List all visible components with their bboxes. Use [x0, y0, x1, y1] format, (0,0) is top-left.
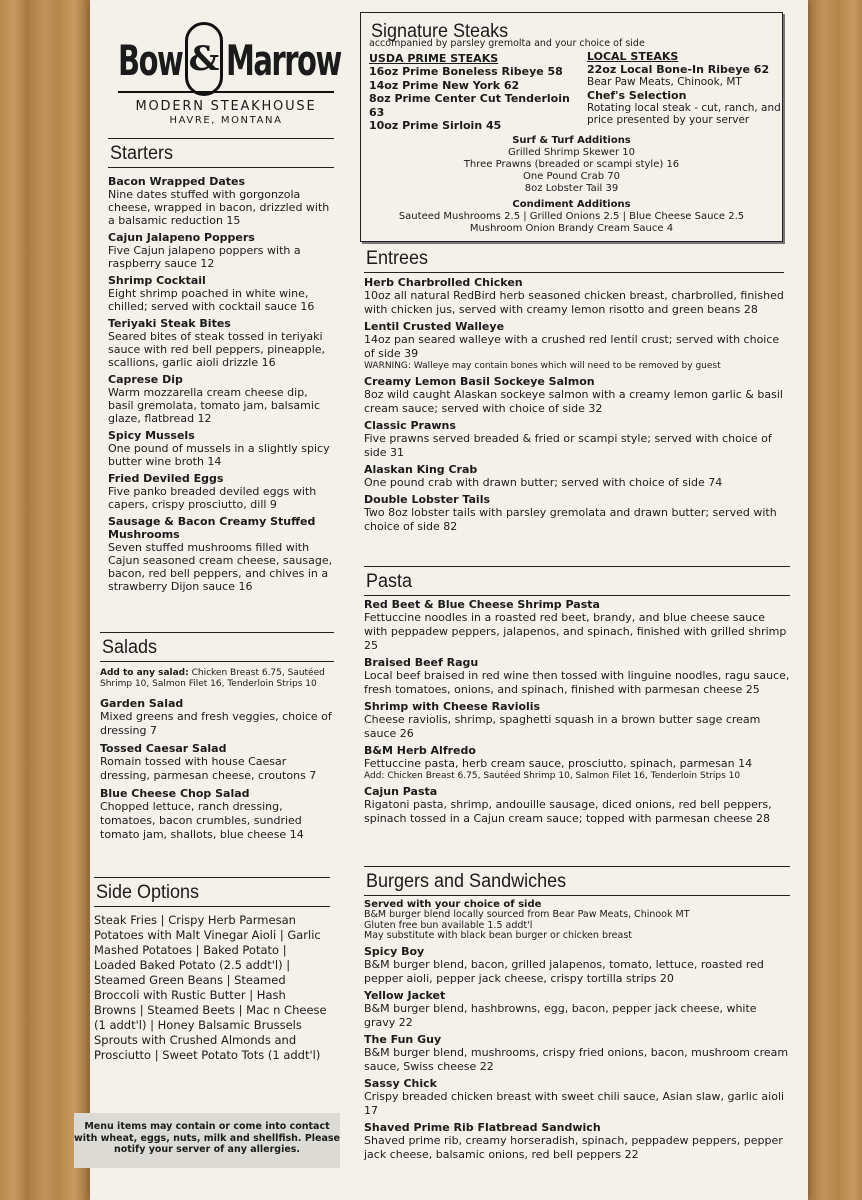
- pasta-title: Pasta: [366, 569, 413, 592]
- menu-item-name: Sassy Chick: [364, 1076, 437, 1090]
- menu-item: [364, 1077, 790, 1118]
- usda-steak-item: 8oz Prime Center Cut Tenderloin 63: [369, 92, 570, 119]
- usda-steaks: [369, 52, 581, 133]
- menu-item: [364, 276, 784, 317]
- salads-add-text: Chicken Breast 6.75, Sautéed Shrimp 10, Salmon Filet 16, Tenderloin Strips 10: [100, 668, 325, 689]
- brand-ampersand: &: [185, 22, 223, 96]
- menu-item: [364, 463, 784, 490]
- surf-item: 8oz Lobster Tail 39: [524, 183, 619, 194]
- condiments: [361, 199, 782, 235]
- menu-item-name: Spicy Mussels: [108, 429, 195, 442]
- menu-item: [364, 419, 784, 460]
- menu-item-desc: Mixed greens and fresh veggies, choice of dressing 7: [100, 710, 332, 737]
- menu-item-desc: Shaved prime rib, creamy horseradish, spinach, peppadew peppers, pepper jack cheese, balsamic onions, red bell peppers 22: [364, 1133, 783, 1161]
- menu-item-name: Shrimp Cocktail: [108, 274, 206, 287]
- menu-item: [364, 375, 784, 416]
- salads-section: [100, 632, 334, 846]
- menu-item-desc: Chopped lettuce, ranch dressing, tomatoes, bacon crumbles, sundried tomato jam, shallots, blue cheese 14: [100, 800, 304, 841]
- menu-item-desc: Five panko breaded deviled eggs with capers, crispy prosciutto, dill 9: [108, 485, 317, 511]
- menu-item-note: WARNING: Walleye may contain bones which will need to be removed by guest: [364, 361, 721, 371]
- menu-item-name: Braised Beef Ragu: [364, 656, 479, 669]
- menu-item-desc: One pound of mussels in a slightly spicy butter wine broth 14: [108, 442, 330, 468]
- burgers-rule-bottom: [364, 895, 790, 896]
- menu-item-name: Herb Charbrolled Chicken: [364, 276, 523, 289]
- menu-item-name: Cajun Pasta: [364, 785, 438, 798]
- chef-desc: Rotating local steak - cut, ranch, and price presented by your server: [587, 102, 781, 126]
- menu-item: [108, 472, 334, 511]
- local-item: 22oz Local Bone-In Ribeye 62: [587, 63, 770, 76]
- menu-item: [364, 598, 790, 653]
- menu-item: [108, 231, 334, 270]
- menu-item-name: Red Beet & Blue Cheese Shrimp Pasta: [364, 598, 600, 611]
- menu-item: [100, 787, 334, 842]
- burgers-section: [364, 866, 790, 1165]
- burgers-intro: [364, 910, 790, 942]
- brand-logo: [118, 22, 341, 102]
- usda-steak-item: 16oz Prime Boneless Ribeye 58: [369, 65, 563, 78]
- starters-title: Starters: [110, 141, 174, 164]
- starters-list: [108, 175, 334, 593]
- menu-item: [364, 785, 790, 826]
- menu-item: [108, 274, 334, 313]
- entrees-title: Entrees: [366, 246, 429, 269]
- menu-item-name: Tossed Caesar Salad: [100, 742, 227, 755]
- menu-item-name: Classic Prawns: [364, 419, 456, 432]
- salads-add-note: [100, 668, 334, 690]
- signature-steaks-box: [360, 12, 783, 242]
- menu-item: [364, 744, 790, 782]
- burgers-list: [364, 945, 790, 1162]
- sides-rule-bottom: [94, 906, 330, 907]
- surf-turf: [361, 135, 782, 195]
- menu-item-name: Double Lobster Tails: [364, 493, 491, 506]
- entrees-list: [364, 276, 784, 534]
- usda-list: [369, 65, 581, 133]
- menu-item-name: Sausage & Bacon Creamy Stuffed Mushrooms: [108, 515, 316, 541]
- menu-item-desc: One pound crab with drawn butter; served with choice of side 74: [364, 476, 723, 489]
- menu-item: [108, 515, 334, 593]
- menu-item: [364, 945, 790, 986]
- burgers-title: Burgers and Sandwiches: [366, 869, 567, 892]
- menu-item-name: B&M Herb Alfredo: [364, 744, 476, 757]
- menu-item-name: Fried Deviled Eggs: [108, 472, 224, 485]
- menu-item-desc: Cheese raviolis, shrimp, spaghetti squash in a brown butter sage cream sauce 26: [364, 713, 761, 740]
- sides-title: Side Options: [96, 880, 200, 903]
- menu-item-name: Spicy Boy: [364, 944, 425, 958]
- salads-add-label: Add to any salad:: [100, 668, 189, 678]
- surf-list: [361, 147, 782, 195]
- menu-item-name: Blue Cheese Chop Salad: [100, 787, 250, 800]
- menu-item-desc: B&M burger blend, bacon, grilled jalapenos, tomato, lettuce, roasted red pepper aioli, pepper jack cheese, crispy tortilla strips 20: [364, 957, 764, 985]
- menu-item: [108, 429, 334, 468]
- local-title: LOCAL STEAKS: [587, 50, 679, 63]
- menu-item-name: The Fun Guy: [364, 1032, 442, 1046]
- menu-item-desc: Romain tossed with house Caesar dressing, parmesan cheese, croutons 7: [100, 755, 317, 782]
- menu-item: [364, 700, 790, 741]
- brand-name-left: Bow: [118, 36, 183, 86]
- menu-item: [364, 493, 784, 534]
- allergy-notice: Menu items may contain or come into contact with wheat, eggs, nuts, milk and shellfish. Please notify your server of any allergies.: [74, 1113, 340, 1168]
- entrees-rule: [364, 272, 784, 273]
- menu-item-desc: 10oz all natural RedBird herb seasoned chicken breast, charbrolled, finished with chicken jus, served with creamy lemon risotto and green beans 28: [364, 289, 784, 316]
- condiment-line1: Sauteed Mushrooms 2.5 | Grilled Onions 2.5 | Blue Cheese Sauce 2.5: [398, 211, 745, 222]
- local-steaks: [587, 50, 782, 126]
- menu-item-name: Yellow Jacket: [364, 988, 446, 1002]
- salads-list: [100, 697, 334, 842]
- menu-item: [108, 175, 334, 227]
- menu-item-name: Creamy Lemon Basil Sockeye Salmon: [364, 375, 595, 388]
- menu-item: [364, 320, 784, 372]
- menu-item-name: Garden Salad: [100, 697, 184, 710]
- starters-section: [108, 138, 334, 597]
- condiment-line2: Mushroom Onion Brandy Cream Sauce 4: [469, 223, 674, 234]
- menu-item-desc: 8oz wild caught Alaskan sockeye salmon with a creamy lemon garlic & basil cream sauce; served with choice of side 32: [364, 388, 783, 415]
- brand-tagline: MODERN STEAKHOUSE: [135, 99, 317, 114]
- surf-title: Surf & Turf Additions: [512, 135, 631, 146]
- menu-item: [108, 373, 334, 425]
- surf-item: Grilled Shrimp Skewer 10: [508, 147, 635, 158]
- usda-title: USDA PRIME STEAKS: [369, 52, 499, 65]
- burgers-intro-bold: Served with your choice of side: [364, 899, 542, 910]
- menu-item: [364, 989, 790, 1030]
- burgers-intro-line: May substitute with black bean burger or chicken breast: [364, 930, 633, 941]
- menu-item: [108, 317, 334, 369]
- logo-rule: [118, 91, 334, 93]
- chef-title: Chef's Selection: [587, 89, 687, 102]
- menu-item-name: Shrimp with Cheese Raviolis: [364, 700, 541, 713]
- menu-item-desc: B&M burger blend, mushrooms, crispy fried onions, bacon, mushroom cream sauce, Swiss cheese 22: [364, 1045, 789, 1073]
- signature-title: Signature Steaks: [371, 19, 509, 42]
- surf-item: One Pound Crab 70: [522, 171, 620, 182]
- signature-subtitle: accompanied by parsley gremolta and your choice of side: [369, 38, 645, 49]
- starters-rule-bottom: [108, 167, 334, 168]
- burgers-intro-line: B&M burger blend locally sourced from Bear Paw Meats, Chinook MT: [364, 909, 690, 920]
- sides-text: Steak Fries | Crispy Herb Parmesan Potatoes with Malt Vinegar Aioli | Garlic Mashed Potatoes | Baked Potato | Loaded Baked Potato (2.5 addt'l) | Steamed Green Beans | Steamed Broccoli with Rustic Butter | Hash Browns | Steamed Beets | Mac n Cheese (1 addt'l) | Honey Balsamic Brussels Sprouts with Crushed Almonds and Prosciutto | Sweet Potato Tots (1 addt'l): [94, 913, 327, 1062]
- menu-item: [364, 656, 790, 697]
- pasta-rule-bottom: [364, 595, 790, 596]
- menu-item-desc: Fettuccine pasta, herb cream sauce, prosciutto, spinach, parmesan 14: [364, 757, 753, 770]
- menu-item: [100, 742, 334, 783]
- menu-item-desc: Seven stuffed mushrooms filled with Cajun seasoned cream cheese, sausage, bacon, red bell peppers, and chives in a strawberry Dijon sauce 16: [108, 541, 333, 593]
- burgers-intro-line: Gluten free bun available 1.5 addt'l: [364, 919, 533, 931]
- menu-item-desc: B&M burger blend, hashbrowns, egg, bacon, pepper jack cheese, white gravy 22: [364, 1001, 757, 1029]
- pasta-list: [364, 598, 790, 826]
- menu-item-desc: Nine dates stuffed with gorgonzola cheese, wrapped in bacon, drizzled with a balsamic reduction 15: [108, 188, 330, 227]
- menu-item-desc: Five Cajun jalapeno poppers with a raspberry sauce 12: [108, 244, 301, 270]
- menu-item-desc: Seared bites of steak tossed in teriyaki sauce with red bell peppers, pineapple, scallions, garlic aioli drizzle 16: [108, 330, 326, 369]
- menu-item-note: Add: Chicken Breast 6.75, Sautéed Shrimp 10, Salmon Filet 16, Tenderloin Strips 10: [364, 771, 741, 781]
- menu-item-name: Cajun Jalapeno Poppers: [108, 231, 255, 244]
- salads-rule-bottom: [100, 661, 334, 662]
- menu-item-desc: Local beef braised in red wine then tossed with linguine noodles, ragu sauce, fresh tomatoes, onions, and spinach, finished with parmesan cheese 25: [364, 669, 790, 696]
- menu-item-name: Alaskan King Crab: [364, 463, 478, 476]
- menu-item-name: Shaved Prime Rib Flatbread Sandwich: [364, 1120, 601, 1134]
- brand-name-right: Marrow: [226, 36, 341, 86]
- menu-item-name: Bacon Wrapped Dates: [108, 175, 246, 188]
- menu-item-desc: Two 8oz lobster tails with parsley gremolata and drawn butter; served with choice of side 82: [364, 506, 777, 533]
- local-source: Bear Paw Meats, Chinook, MT: [587, 76, 742, 88]
- salads-title: Salads: [102, 635, 158, 658]
- menu-item-desc: Crispy breaded chicken breast with sweet chili sauce, Asian slaw, garlic aioli 17: [364, 1089, 785, 1117]
- menu-item: [364, 1033, 790, 1074]
- usda-steak-item: 10oz Prime Sirloin 45: [369, 119, 502, 132]
- menu-item-desc: 14oz pan seared walleye with a crushed red lentil crust; served with choice of side 39: [364, 333, 780, 360]
- menu-item-desc: Rigatoni pasta, shrimp, andouille sausage, diced onions, red bell peppers, spinach tossed in a Cajun cream sauce; topped with parmesan cheese 28: [364, 798, 772, 825]
- menu-item-name: Lentil Crusted Walleye: [364, 320, 505, 333]
- menu-item-name: Caprese Dip: [108, 373, 183, 386]
- pasta-section: [364, 566, 790, 829]
- surf-item: Three Prawns (breaded or scampi style) 16: [463, 159, 680, 170]
- menu-item-name: Teriyaki Steak Bites: [108, 317, 231, 330]
- entrees-section: [364, 244, 784, 537]
- menu-item-desc: Warm mozzarella cream cheese dip, basil gremolata, tomato jam, balsamic glaze, flatbread 12: [108, 386, 320, 425]
- usda-steak-item: 14oz Prime New York 62: [369, 78, 520, 92]
- menu-item: [100, 697, 334, 738]
- menu-item-desc: Five prawns served breaded & fried or scampi style; served with choice of side 31: [364, 432, 772, 459]
- menu-item-desc: Fettuccine noodles in a roasted red beet, brandy, and blue cheese sauce with peppadew peppers, jalapenos, and spinach, finished with grilled shrimp 25: [364, 611, 787, 652]
- sides-section: [94, 877, 330, 1063]
- condiment-title: Condiment Additions: [512, 199, 631, 210]
- brand-location: HAVRE, MONTANA: [169, 115, 283, 126]
- menu-item: [364, 1121, 790, 1162]
- menu-item-desc: Eight shrimp poached in white wine, chilled; served with cocktail sauce 16: [108, 287, 315, 313]
